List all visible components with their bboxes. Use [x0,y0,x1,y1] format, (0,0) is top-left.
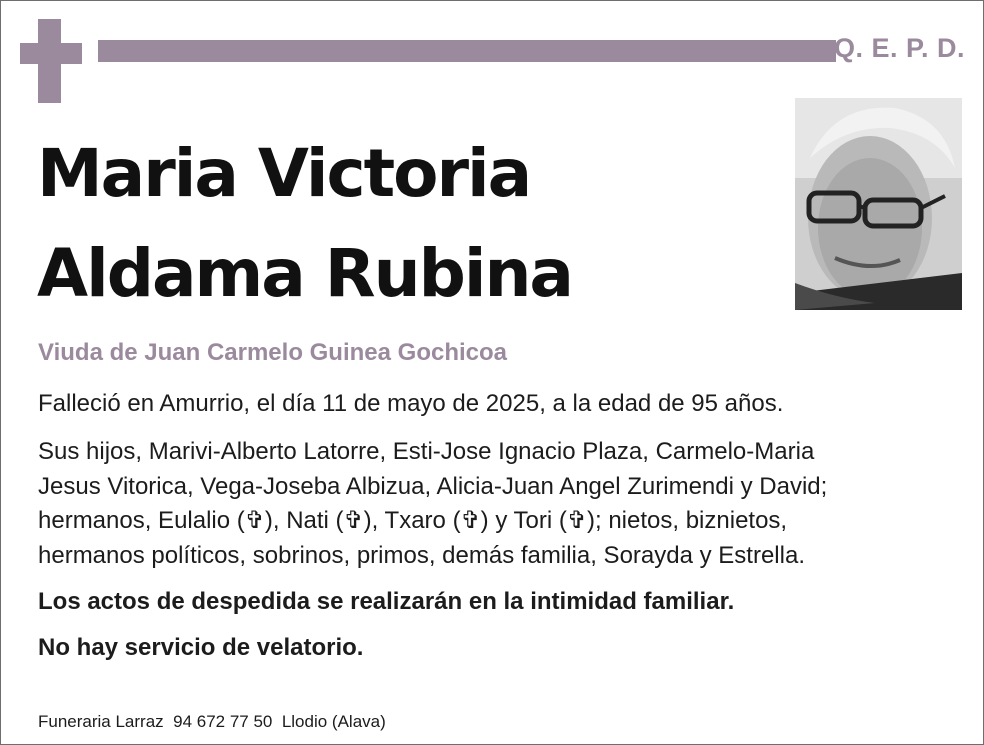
family-paragraph [38,435,938,573]
family-line: hermanos políticos, sobrinos, primos, demás familia, Sorayda y Estrella. [38,541,805,569]
deceased-surnames: Aldama Rubina [37,235,572,312]
widow-line: Viuda de Juan Carmelo Guinea Gochicoa [38,339,508,366]
header-rule [98,40,836,62]
deceased-photo [795,98,962,310]
family-line: hermanos, Eulalio (✞), Nati (✞), Txaro (✞) y Tori (✞); nietos, biznietos, [38,507,788,534]
farewell-notice: Los actos de despedida se realizarán en la intimidad familiar. [38,588,735,615]
family-line: Sus hijos, Marivi-Alberto Latorre, Esti-Jose Ignacio Plaza, Carmelo-Maria [38,438,815,465]
funeral-home-footer: Funeraria Larraz 94 672 77 50 Llodio (Alava) [38,712,386,731]
family-line: Jesus Vitorica, Vega-Joseba Albizua, Alicia-Juan Angel Zurimendi y David; [38,472,828,500]
wake-notice: No hay servicio de velatorio. [38,634,364,661]
qepd-label: Q. E. P. D. [833,33,965,63]
cross-icon-bar [20,43,82,64]
deceased-first-names: Maria Victoria [37,135,531,212]
death-line: Falleció en Amurrio, el día 11 de mayo de 2025, a la edad de 95 años. [38,390,784,417]
